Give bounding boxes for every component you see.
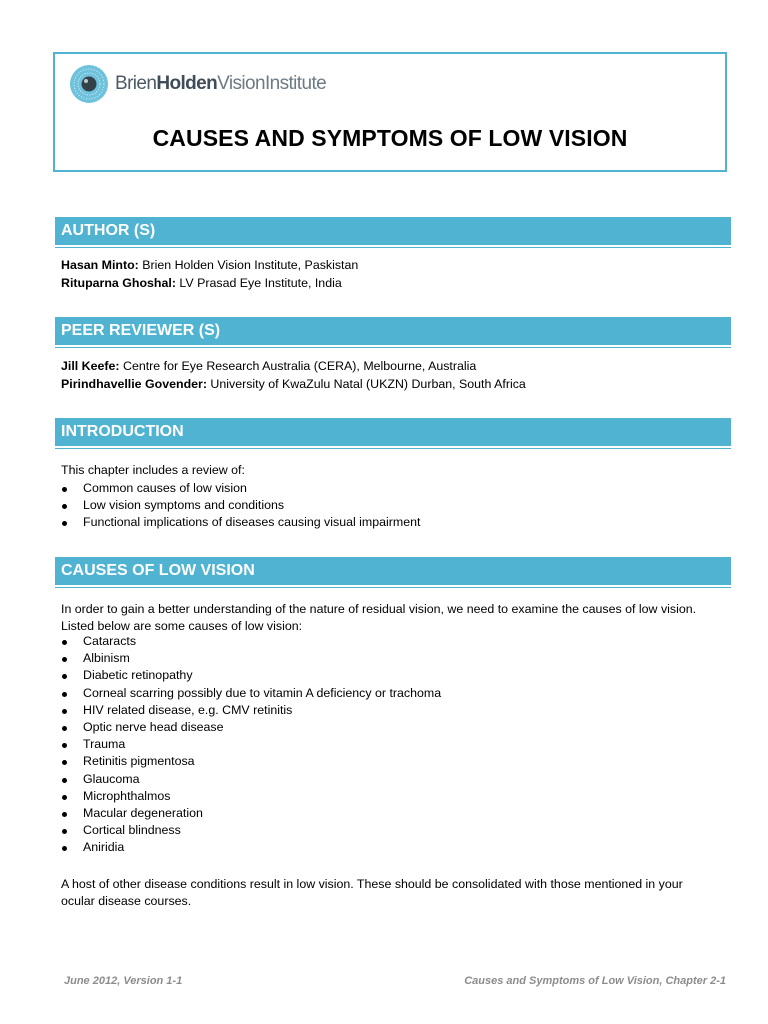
- list-item: Functional implications of diseases causing visual impairment: [61, 514, 420, 531]
- list-item: Trauma: [61, 736, 441, 753]
- list-item: Common causes of low vision: [61, 480, 420, 497]
- causes-heading: CAUSES OF LOW VISION: [55, 557, 731, 585]
- list-item: Glaucoma: [61, 771, 441, 788]
- list-item: Corneal scarring possibly due to vitamin A deficiency or trachoma: [61, 685, 441, 702]
- introduction-heading: INTRODUCTION: [55, 418, 731, 446]
- reviewer-line: Jill Keefe: Centre for Eye Research Australia (CERA), Melbourne, Australia: [61, 359, 477, 373]
- list-item: Macular degeneration: [61, 805, 441, 822]
- list-item: Retinitis pigmentosa: [61, 753, 441, 770]
- authors-heading: AUTHOR (S): [55, 217, 731, 245]
- reviewer-line: Pirindhavellie Govender: University of KwaZulu Natal (UKZN) Durban, South Africa: [61, 377, 526, 391]
- causes-closing: A host of other disease conditions result in low vision. These should be consolidated with those mentioned in your ocular disease courses.: [61, 877, 683, 908]
- causes-list: [61, 633, 441, 857]
- footer-chapter: Causes and Symptoms of Low Vision, Chapter 2-1: [464, 975, 726, 987]
- list-item: Low vision symptoms and conditions: [61, 497, 420, 514]
- footer-version: June 2012, Version 1-1: [64, 975, 183, 987]
- document-header: [53, 52, 727, 172]
- document-title: CAUSES AND SYMPTOMS OF LOW VISION: [152, 125, 628, 151]
- reviewers-heading: PEER REVIEWER (S): [55, 317, 731, 345]
- eye-logo-icon: [69, 64, 109, 104]
- list-item: Diabetic retinopathy: [61, 667, 441, 684]
- author-line: Hasan Minto: Brien Holden Vision Institute, Paskistan: [61, 258, 359, 272]
- list-item: Albinism: [61, 650, 441, 667]
- brand-logo: [69, 64, 326, 104]
- author-line: Rituparna Ghoshal: LV Prasad Eye Institute, India: [61, 276, 342, 290]
- causes-lead: In order to gain a better understanding of the nature of residual vision, we need to examine the causes of low vision. Listed below are some causes of low vision:: [61, 602, 697, 633]
- introduction-lead: This chapter includes a review of:: [61, 463, 245, 477]
- list-item: HIV related disease, e.g. CMV retinitis: [61, 702, 441, 719]
- introduction-list: [61, 480, 420, 532]
- list-item: Microphthalmos: [61, 788, 441, 805]
- list-item: Optic nerve head disease: [61, 719, 441, 736]
- list-item: Aniridia: [61, 839, 441, 856]
- list-item: Cortical blindness: [61, 822, 441, 839]
- list-item: Cataracts: [61, 633, 441, 650]
- logo-wordmark: BrienHoldenVisionInstitute: [115, 73, 327, 94]
